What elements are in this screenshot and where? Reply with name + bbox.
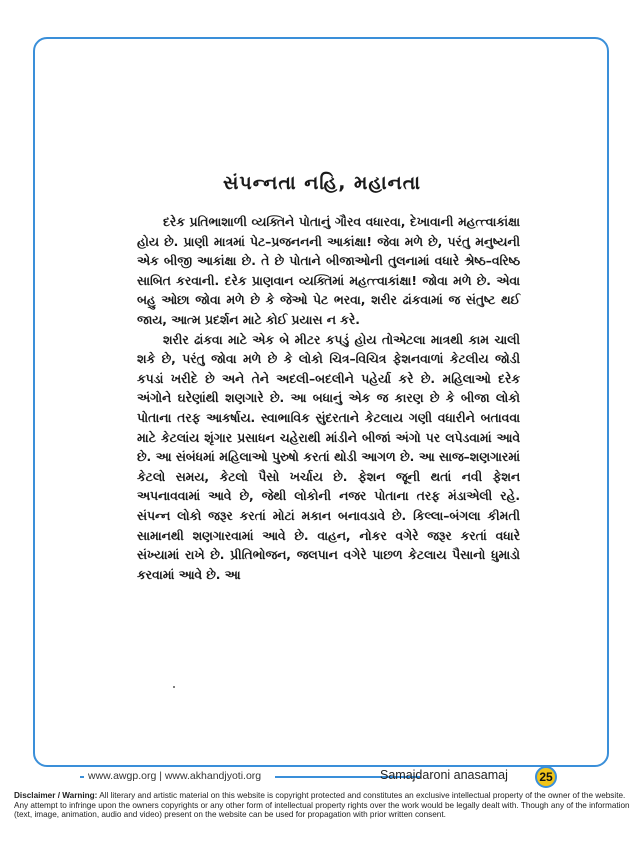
- footer-magazine-title: Samajdaroni anasamaj: [380, 768, 508, 782]
- paragraph-1: દરેક પ્રતિભાશાળી વ્યક્તિને પોતાનું ગૌરવ વધારવા, દેખાવાની મહત્ત્વાકાંક્ષા હોય છે. પ્રાણી માત્રમાં પેટ–પ્રજનનની આકાંક્ષા! જેવા મળે છે, પરંતુ મનુષ્યની એક બીજી આકાંક્ષા છે. તે છે પોતાને બીજાઓની તુલનામાં વધારે શ્રેષ્ઠ–વરિષ્ઠ સાબિત કરવાની. દરેક પ્રાણવાન વ્યક્તિમાં મહત્ત્વાકાંક્ષા! જોવા મળે છે. એવા બહુ ઓછા જોવા મળે છે કે જેઓ પેટ ભરવા, શરીર ઢાંકવામાં જ સંતુષ્ટ થઈ જાય, આત્મ પ્રદર્શન માટે કોઈ પ્રયાસ ન કરે.: [137, 215, 520, 327]
- footer-rule-left: [80, 776, 84, 778]
- disclaimer-label: Disclaimer / Warning:: [14, 791, 98, 800]
- stray-dot: [173, 686, 175, 688]
- article-body: [137, 213, 520, 585]
- footer-website-links[interactable]: www.awgp.org | www.akhandjyoti.org: [88, 770, 262, 782]
- paragraph-2: શરીર ઢાંકવા માટે એક બે મીટર કપડું હોય તોએટલા માત્રથી કામ ચાલી શકે છે, પરંતુ જોવા મળે છે કે લોકો ચિત્ર–વિચિત્ર ફેશનવાળાં કેટલીય જોડી કપડાં ખરીદે છે અને તેને અદલી–બદલીને પહેર્યા કરે છે. મહિલાઓ દરેક અંગોને ઘરેણાંથી શણગારે છે. આ બધાનું એક જ કારણ છે કે બીજા લોકો પોતાના તરફ આકર્ષાય. સ્વાભાવિક સુંદરતાને કેટલાય ગણી વધારીને બતાવવા માટે કેટલાંય શૃંગાર પ્રસાધન ચહેરાથી માંડીને બીજાં અંગો પર લપેડવામાં આવે છે. આ સંબંધમાં મહિલાઓ પુરુષો કરતાં થોડી આગળ છે. આ સાજ–શણગારમાં કેટલો સમય, કેટલો પૈસો ખર્ચાય છે. ફેશન જૂની થતાં નવી ફેશન અપનાવવામાં આવે છે, જેથી લોકોની નજર પોતાના તરફ મંડાએલી રહે. સંપન્ન લોકો જરૂર કરતાં મોટાં મકાન બનાવડાવે છે. કિલ્લા–બંગલા કીમતી સામાનથી શણગારવામાં આવે છે. વાહન, નોકર વગેરે જરૂર કરતાં વધારે સંખ્યામાં રાખે છે. પ્રીતિભોજન, જલપાન વગેરે પાછળ કેટલાય પૈસાનો ધુમાડો કરવામાં આવે છે. આ: [137, 332, 520, 582]
- disclaimer-text: All literary and artistic material on this website is copyright protected and constitutes an exclusive intellectual property of the owner of the website. Any attempt to infringe upon the owners copyrights or any other form of intellectual property rights over the work would be legally dealt with. Though any of the information (text, image, animation, audio and video) present on the website can be used for propagation with prior written consent.: [14, 791, 630, 820]
- page-number-badge: 25: [535, 766, 557, 788]
- footer: [80, 768, 553, 791]
- disclaimer: [14, 791, 632, 820]
- article-title: સંપન્નતા નહિ, મહાનતા: [222, 172, 422, 194]
